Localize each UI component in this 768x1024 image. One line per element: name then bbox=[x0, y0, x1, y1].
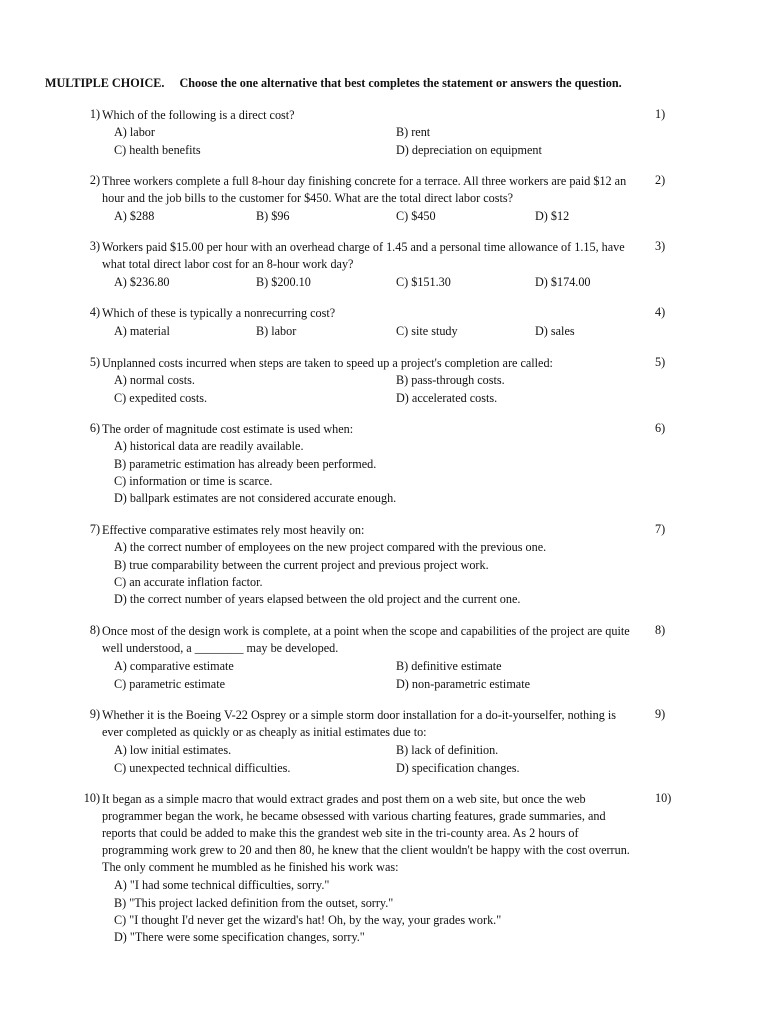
option-d: D) depreciation on equipment bbox=[396, 143, 542, 157]
option-c: C) $450 bbox=[396, 209, 436, 223]
question-stem: Workers paid $15.00 per hour with an overhead charge of 1.45 and a personal time allowance of 1.15, have what total direct labor cost for an 8-hour work day? bbox=[102, 240, 625, 271]
option-d: D) the correct number of years elapsed between the old project and the current one. bbox=[114, 592, 521, 606]
option-b: B) rent bbox=[396, 125, 431, 139]
option-a: A) $236.80 bbox=[114, 275, 170, 289]
answer-margin-number: 3) bbox=[655, 239, 666, 253]
option-b: B) labor bbox=[256, 324, 297, 338]
question-number: 1) bbox=[89, 107, 100, 121]
answer-margin-number: 10) bbox=[655, 791, 672, 805]
answer-margin-number: 2) bbox=[655, 173, 666, 187]
option-c: C) an accurate inflation factor. bbox=[114, 575, 263, 589]
question-number: 7) bbox=[89, 522, 100, 536]
option-b: B) $200.10 bbox=[256, 275, 311, 289]
option-c: C) "I thought I'd never get the wizard's hat! Oh, by the way, your grades work." bbox=[114, 913, 502, 927]
option-a: A) material bbox=[114, 324, 170, 338]
option-a: A) historical data are readily available. bbox=[114, 439, 304, 453]
question-number: 8) bbox=[89, 623, 100, 637]
question-number: 4) bbox=[89, 305, 100, 319]
option-a: A) comparative estimate bbox=[114, 659, 234, 673]
answer-margin-number: 9) bbox=[655, 707, 666, 721]
question-number: 9) bbox=[89, 707, 100, 721]
option-d: D) $12 bbox=[535, 209, 570, 223]
question-stem: The order of magnitude cost estimate is used when: bbox=[102, 422, 354, 436]
option-c: C) information or time is scarce. bbox=[114, 474, 273, 488]
option-b: B) lack of definition. bbox=[396, 743, 499, 757]
option-c: C) site study bbox=[396, 324, 458, 338]
option-b: B) definitive estimate bbox=[396, 659, 502, 673]
option-b: B) true comparability between the current project and previous project work. bbox=[114, 558, 489, 572]
option-d: D) sales bbox=[535, 324, 575, 338]
question-stem: It began as a simple macro that would extract grades and post them on a web site, but once the web programmer began the work, he became obsessed with various charting features, grade summaries, and reports that could be added to make this the grandest web site in the tri-county area. As 2 hours of programming work grew to 20 and then 80, he knew that the client wouldn't be happy with the cost overrun. The only comment he mumbled as he finished his work was: bbox=[102, 792, 630, 874]
option-b: B) pass-through costs. bbox=[396, 373, 505, 387]
question-stem: Which of the following is a direct cost? bbox=[102, 108, 295, 122]
option-c: C) unexpected technical difficulties. bbox=[114, 761, 291, 775]
option-c: C) parametric estimate bbox=[114, 677, 225, 691]
option-a: A) $288 bbox=[114, 209, 155, 223]
question-number: 3) bbox=[89, 239, 100, 253]
option-d: D) specification changes. bbox=[396, 761, 520, 775]
question-stem: Whether it is the Boeing V-22 Osprey or a simple storm door installation for a do-it-yourselfer, nothing is ever completed as quickly or as cheaply as initial estimates due to: bbox=[102, 708, 617, 739]
section-instruction: Choose the one alternative that best completes the statement or answers the question. bbox=[179, 76, 622, 90]
option-c: C) health benefits bbox=[114, 143, 201, 157]
answer-margin-number: 8) bbox=[655, 623, 666, 637]
answer-margin-number: 6) bbox=[655, 421, 666, 435]
section-title: MULTIPLE CHOICE. bbox=[45, 76, 165, 90]
option-b: B) $96 bbox=[256, 209, 290, 223]
option-a: A) normal costs. bbox=[114, 373, 195, 387]
option-d: D) "There were some specification changes, sorry." bbox=[114, 930, 365, 944]
question-stem: Effective comparative estimates rely most heavily on: bbox=[102, 523, 365, 537]
option-d: D) accelerated costs. bbox=[396, 391, 498, 405]
option-d: D) ballpark estimates are not considered accurate enough. bbox=[114, 491, 397, 505]
question-number: 2) bbox=[89, 173, 100, 187]
option-c: C) $151.30 bbox=[396, 275, 451, 289]
option-d: D) non-parametric estimate bbox=[396, 677, 531, 691]
question-stem: Once most of the design work is complete, at a point when the scope and capabilities of the project are quite well understood, a ________ may be developed. bbox=[102, 624, 630, 655]
option-a: A) the correct number of employees on the new project compared with the previous one. bbox=[114, 540, 547, 554]
option-a: A) low initial estimates. bbox=[114, 743, 232, 757]
answer-margin-number: 5) bbox=[655, 355, 666, 369]
question-stem: Three workers complete a full 8-hour day finishing concrete for a terrace. All three workers are paid $12 an hour and the job bills to the customer for $450. What are the total direct labor costs? bbox=[102, 174, 627, 205]
section-header bbox=[45, 76, 622, 91]
answer-margin-number: 7) bbox=[655, 522, 666, 536]
option-b: B) "This project lacked definition from the outset, sorry." bbox=[114, 896, 394, 910]
option-c: C) expedited costs. bbox=[114, 391, 208, 405]
option-d: D) $174.00 bbox=[535, 275, 591, 289]
question-number: 10) bbox=[83, 791, 100, 805]
question-number: 6) bbox=[89, 421, 100, 435]
question-stem: Which of these is typically a nonrecurring cost? bbox=[102, 306, 336, 320]
answer-margin-number: 1) bbox=[655, 107, 666, 121]
option-a: A) "I had some technical difficulties, sorry." bbox=[114, 878, 330, 892]
option-b: B) parametric estimation has already been performed. bbox=[114, 457, 377, 471]
option-a: A) labor bbox=[114, 125, 155, 139]
question-number: 5) bbox=[89, 355, 100, 369]
answer-margin-number: 4) bbox=[655, 305, 666, 319]
question-stem: Unplanned costs incurred when steps are taken to speed up a project's completion are called: bbox=[102, 356, 553, 370]
